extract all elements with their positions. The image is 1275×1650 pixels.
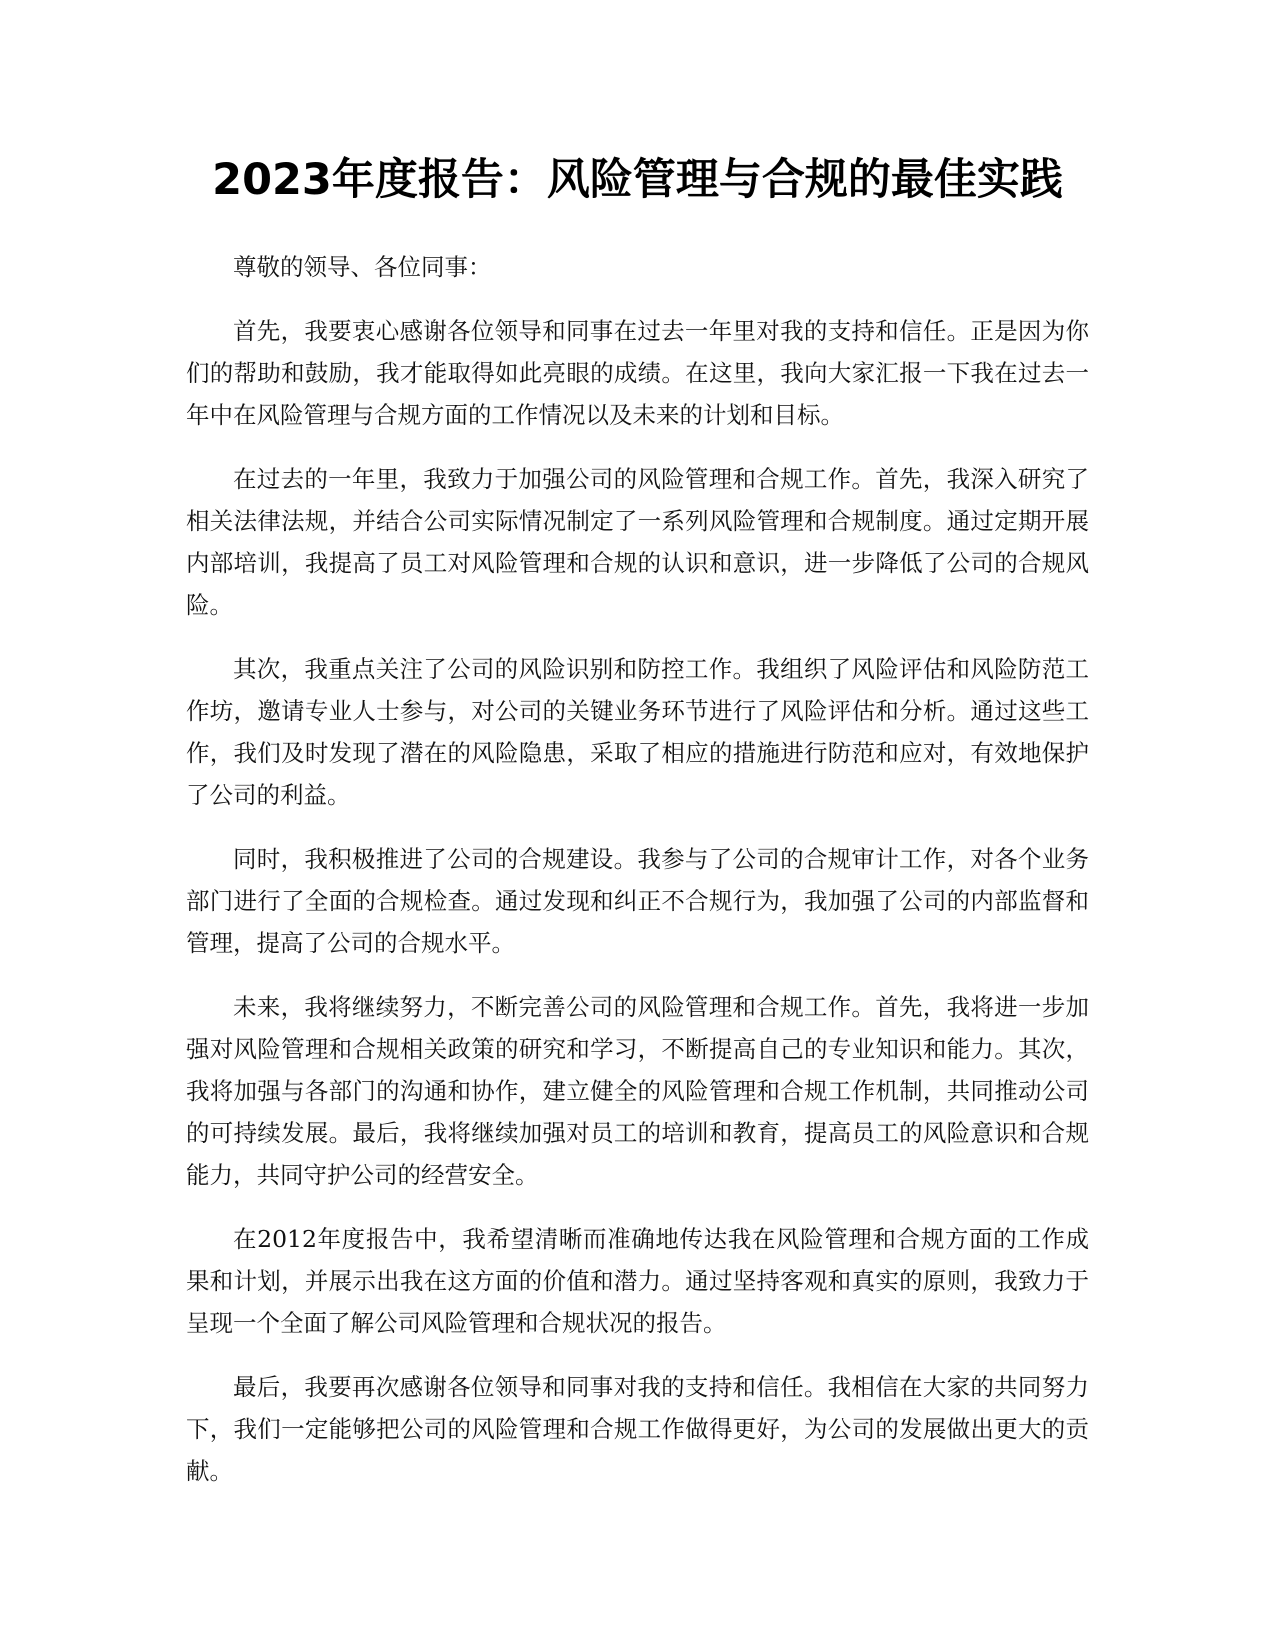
paragraph-thanks: 首先，我要衷心感谢各位领导和同事在过去一年里对我的支持和信任。正是因为你们的帮助和鼓励，我才能取得如此亮眼的成绩。在这里，我向大家汇报一下我在过去一年中在风险管理与合规方面的工作情况以及未来的计划和目标。 [186,317,1089,429]
paragraph-risk-identification: 其次，我重点关注了公司的风险识别和防控工作。我组织了风险评估和风险防范工作坊，邀请专业人士参与，对公司的关键业务环节进行了风险评估和分析。通过这些工作，我们及时发现了潜在的风险隐患，采取了相应的措施进行防范和应对，有效地保护了公司的利益。 [186,655,1089,809]
paragraph-report-goal: 在2012年度报告中，我希望清晰而准确地传达我在风险管理和合规方面的工作成果和计划，并展示出我在这方面的价值和潜力。通过坚持客观和真实的原则，我致力于呈现一个全面了解公司风险管理和合规状况的报告。 [186,1225,1089,1337]
greeting: 尊敬的领导、各位同事： [233,253,492,281]
paragraph-compliance: 同时，我积极推进了公司的合规建设。我参与了公司的合规审计工作，对各个业务部门进行了全面的合规检查。通过发现和纠正不合规行为，我加强了公司的内部监督和管理，提高了公司的合规水平。 [186,845,1089,957]
paragraph-risk-management: 在过去的一年里，我致力于加强公司的风险管理和合规工作。首先，我深入研究了相关法律法规，并结合公司实际情况制定了一系列风险管理和合规制度。通过定期开展内部培训，我提高了员工对风险管理和合规的认识和意识，进一步降低了公司的合规风险。 [186,465,1089,619]
document-title: 2023年度报告：风险管理与合规的最佳实践 [212,155,1063,205]
document-page [186,150,1089,1514]
paragraph-future-plans: 未来，我将继续努力，不断完善公司的风险管理和合规工作。首先，我将进一步加强对风险管理和合规相关政策的研究和学习，不断提高自己的专业知识和能力。其次，我将加强与各部门的沟通和协作，建立健全的风险管理和合规工作机制，共同推动公司的可持续发展。最后，我将继续加强对员工的培训和教育，提高员工的风险意识和合规能力，共同守护公司的经营安全。 [186,993,1089,1189]
paragraph-closing: 最后，我要再次感谢各位领导和同事对我的支持和信任。我相信在大家的共同努力下，我们一定能够把公司的风险管理和合规工作做得更好，为公司的发展做出更大的贡献。 [186,1373,1089,1485]
